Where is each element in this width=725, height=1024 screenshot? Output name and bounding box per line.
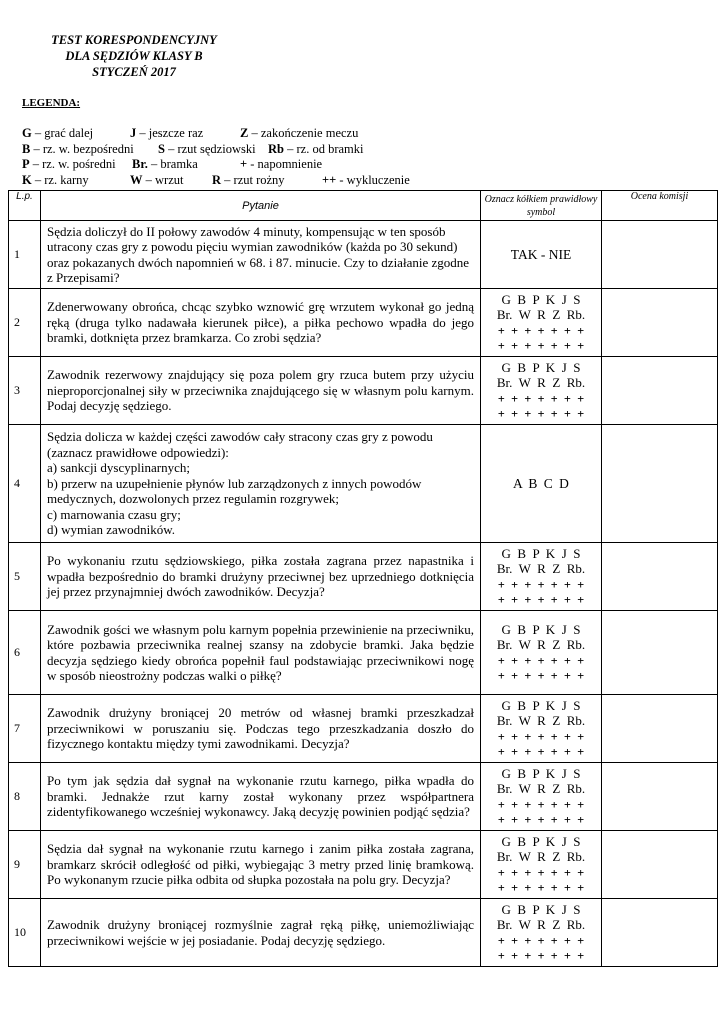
commission-evaluation-cell[interactable]: [602, 425, 718, 543]
legend-item: R – rzut rożny: [212, 172, 285, 187]
table-row: [9, 831, 718, 899]
legend-item: J – jeszcze raz: [130, 126, 204, 140]
answer-symbols[interactable]: [481, 543, 602, 611]
sanction-line[interactable]: + + + + + + +: [497, 881, 585, 894]
question-text: Zdenerwowany obrońca, chcąc szybko wznowić grę wrzutem wykonał go jedną ręką (druga tylko nadawała kierunek piłce), a piłka pechowo wpadła do jego bramki, dotknięta przez bramkarza. Co zrobi sędzia?: [41, 289, 481, 357]
question-line: a) sankcji dyscyplinarnych;: [47, 460, 190, 476]
question-text: Po wykonaniu rzutu sędziowskiego, piłka została zagrana przez napastnika i wpadła bezpośrednio do bramki drużyny przeciwnej bez uprzedniego dotknięcia jej przez przynajmniej dwóch zawodników. Decyzja?: [41, 543, 481, 611]
answer-symbols[interactable]: [481, 831, 602, 899]
symbol-line[interactable]: G B P K J S: [501, 833, 581, 849]
symbol-line[interactable]: G B P K J S: [501, 291, 581, 307]
symbol-line[interactable]: Br. W R Z Rb.: [496, 561, 586, 576]
question-number: 1: [9, 221, 41, 289]
question-number: 2: [9, 289, 41, 357]
sanction-line[interactable]: + + + + + + +: [497, 577, 585, 591]
sanction-line[interactable]: + + + + + + +: [497, 669, 585, 682]
question-number: 6: [9, 611, 41, 695]
answer-symbols[interactable]: [481, 611, 602, 695]
sanction-line[interactable]: + + + + + + +: [497, 949, 585, 962]
question-text: Zawodnik drużyny broniącej rozmyślnie zagrał ręką piłkę, uniemożliwiając przeciwnikowi wejście w jej posiadanie. Podaj decyzję sędziego.: [41, 899, 481, 967]
sanction-line[interactable]: + + + + + + +: [497, 323, 585, 337]
table-row: [9, 763, 718, 831]
sanction-line[interactable]: + + + + + + +: [497, 745, 585, 758]
table-row: [9, 289, 718, 357]
table-row: [9, 899, 718, 967]
question-text: Sędzia dał sygnał na wykonanie rzutu karnego i zanim piłka została zagrana, bramkarz skrócił odległość od piłki, wybiegając 3 metry przed linię bramkową. Po wykonanym rzucie piłka odbita od słupka pozostała na polu gry. Decyzja?: [41, 831, 481, 899]
sanction-line[interactable]: + + + + + + +: [497, 653, 585, 667]
commission-evaluation-cell[interactable]: [602, 899, 718, 967]
header-question: Pytanie: [41, 191, 481, 221]
symbol-line[interactable]: Br. W R Z Rb.: [496, 781, 586, 796]
sanction-line[interactable]: + + + + + + +: [497, 933, 585, 947]
symbol-line[interactable]: G B P K J S: [501, 545, 581, 561]
answer-yes-no[interactable]: TAK - NIE: [481, 221, 602, 289]
sanction-line[interactable]: + + + + + + +: [497, 813, 585, 826]
table-row: [9, 357, 718, 425]
legend-item: G – grać dalej: [22, 126, 94, 140]
answer-options[interactable]: A B C D: [481, 425, 602, 543]
symbol-line[interactable]: Br. W R Z Rb.: [496, 917, 586, 932]
answer-symbols[interactable]: [481, 763, 602, 831]
question-line: Sędzia dolicza w każdej części zawodów cały stracony czas gry z powodu (zaznacz prawidłowe odpowiedzi):: [47, 429, 433, 460]
question-text: Zawodnik rezerwowy znajdujący się poza polem gry rzuca butem przy użyciu nieproporcjonalnej siły w przeciwnika znajdującego się w własnym polu karnym. Podaj decyzję sędziego.: [41, 357, 481, 425]
sanction-line[interactable]: + + + + + + +: [497, 797, 585, 811]
question-number: 5: [9, 543, 41, 611]
symbol-line[interactable]: G B P K J S: [501, 901, 581, 917]
legend-item: ++ - wykluczenie: [322, 172, 410, 187]
sanction-line[interactable]: + + + + + + +: [497, 593, 585, 606]
table-row: [9, 695, 718, 763]
legend-item: B – rz. w. bezpośredni: [22, 141, 134, 156]
legend-item: K – rz. karny: [22, 172, 89, 187]
question-line: c) marnowania czasu gry;: [47, 506, 181, 522]
commission-evaluation-cell[interactable]: [602, 831, 718, 899]
question-number: 3: [9, 357, 41, 425]
commission-evaluation-cell[interactable]: [602, 695, 718, 763]
question-text: Sędzia doliczył do II połowy zawodów 4 minuty, kompensując w ten sposób utracony czas gry z powodu pięciu wymian zawodników (każda po 30 sekund) oraz pokazanych dwóch napomnień w 68. i 87. minucie. Czy to działanie zgodne z Przepisami?: [41, 221, 481, 289]
symbol-line[interactable]: G B P K J S: [501, 621, 581, 637]
question-text: Po tym jak sędzia dał sygnał na wykonanie rzutu karnego, piłka wpadła do bramki. Jednakże rzut karny został wykonany przez współpartnera zidentyfikowanego wcześniej wykonawcy. Jaką decyzję powinien podjąć sędzia?: [41, 763, 481, 831]
header-commission: Ocena komisji: [602, 191, 718, 221]
sanction-line[interactable]: + + + + + + +: [497, 407, 585, 420]
question-number: 7: [9, 695, 41, 763]
table-row: [9, 611, 718, 695]
header-symbol: Oznacz kółkiem prawidłowy symbol: [481, 191, 602, 221]
question-number: 10: [9, 899, 41, 967]
header-lp: L.p.: [9, 191, 41, 221]
symbol-line[interactable]: Br. W R Z Rb.: [496, 637, 586, 652]
sanction-line[interactable]: + + + + + + +: [497, 865, 585, 879]
legend-item: + - napomnienie: [240, 157, 323, 171]
legend-item: P – rz. w. pośredni: [22, 157, 116, 171]
header-title: TEST KORESPONDENCYJNY: [51, 33, 217, 47]
header-subtitle: DLA SĘDZIÓW KLASY B: [65, 49, 203, 63]
answer-symbols[interactable]: [481, 289, 602, 357]
sanction-line[interactable]: + + + + + + +: [497, 391, 585, 405]
answer-symbols[interactable]: [481, 357, 602, 425]
legend-item: Rb – rz. od bramki: [268, 141, 364, 156]
commission-evaluation-cell[interactable]: [602, 357, 718, 425]
symbol-line[interactable]: G B P K J S: [501, 765, 581, 781]
questions-table: [8, 190, 718, 967]
table-header-row: [9, 191, 718, 221]
symbol-line[interactable]: Br. W R Z Rb.: [496, 375, 586, 390]
symbol-line[interactable]: Br. W R Z Rb.: [496, 713, 586, 728]
question-number: 8: [9, 763, 41, 831]
commission-evaluation-cell[interactable]: [602, 221, 718, 289]
sanction-line[interactable]: + + + + + + +: [497, 729, 585, 743]
question-number: 9: [9, 831, 41, 899]
symbol-line[interactable]: Br. W R Z Rb.: [496, 849, 586, 864]
question-line: b) przerw na uzupełnienie płynów lub zarządzonych z innych powodów medycznych, dozwolonych przez regulamin rozgrywek;: [47, 475, 422, 507]
header-date: STYCZEŃ 2017: [92, 65, 176, 79]
answer-symbols[interactable]: [481, 899, 602, 967]
legend-item: Z – zakończenie meczu: [240, 126, 359, 140]
table-row: [9, 543, 718, 611]
table-row: [9, 425, 718, 543]
question-text: Zawodnik drużyny broniącej 20 metrów od własnej bramki przeszkadzał przeciwnikowi w poruszaniu się. Podczas tego przeszkadzania doszło do fizycznego kontaktu między tymi zawodnikami. Decyzja?: [41, 695, 481, 763]
legend-item: Br. – bramka: [132, 157, 198, 171]
question-number: 4: [9, 425, 41, 543]
commission-evaluation-cell[interactable]: [602, 763, 718, 831]
commission-evaluation-cell[interactable]: [602, 611, 718, 695]
sanction-line[interactable]: + + + + + + +: [497, 339, 585, 352]
question-text: [41, 425, 481, 543]
symbol-line[interactable]: G B P K J S: [501, 359, 581, 375]
legend-item: S – rzut sędziowski: [158, 141, 256, 156]
commission-evaluation-cell[interactable]: [602, 543, 718, 611]
question-text: Zawodnik gości we własnym polu karnym popełnia przewinienie na przeciwniku, które pozbawia przeciwnika realnej szansy na zdobycie bramki. Jaka będzie decyzja sędziego kiedy obrońca popełnił faul podstawiając przeciwnikowi nogę w sposób nieostrożny podczas walki o piłkę?: [41, 611, 481, 695]
legend-item: W – wrzut: [130, 172, 184, 187]
symbol-line[interactable]: G B P K J S: [501, 697, 581, 713]
symbol-line[interactable]: Br. W R Z Rb.: [496, 307, 586, 322]
question-line: d) wymian zawodników.: [47, 522, 176, 538]
document-header: [24, 32, 244, 80]
table-row: [9, 221, 718, 289]
legend-title: LEGENDA:: [22, 97, 81, 109]
answer-symbols[interactable]: [481, 695, 602, 763]
commission-evaluation-cell[interactable]: [602, 289, 718, 357]
